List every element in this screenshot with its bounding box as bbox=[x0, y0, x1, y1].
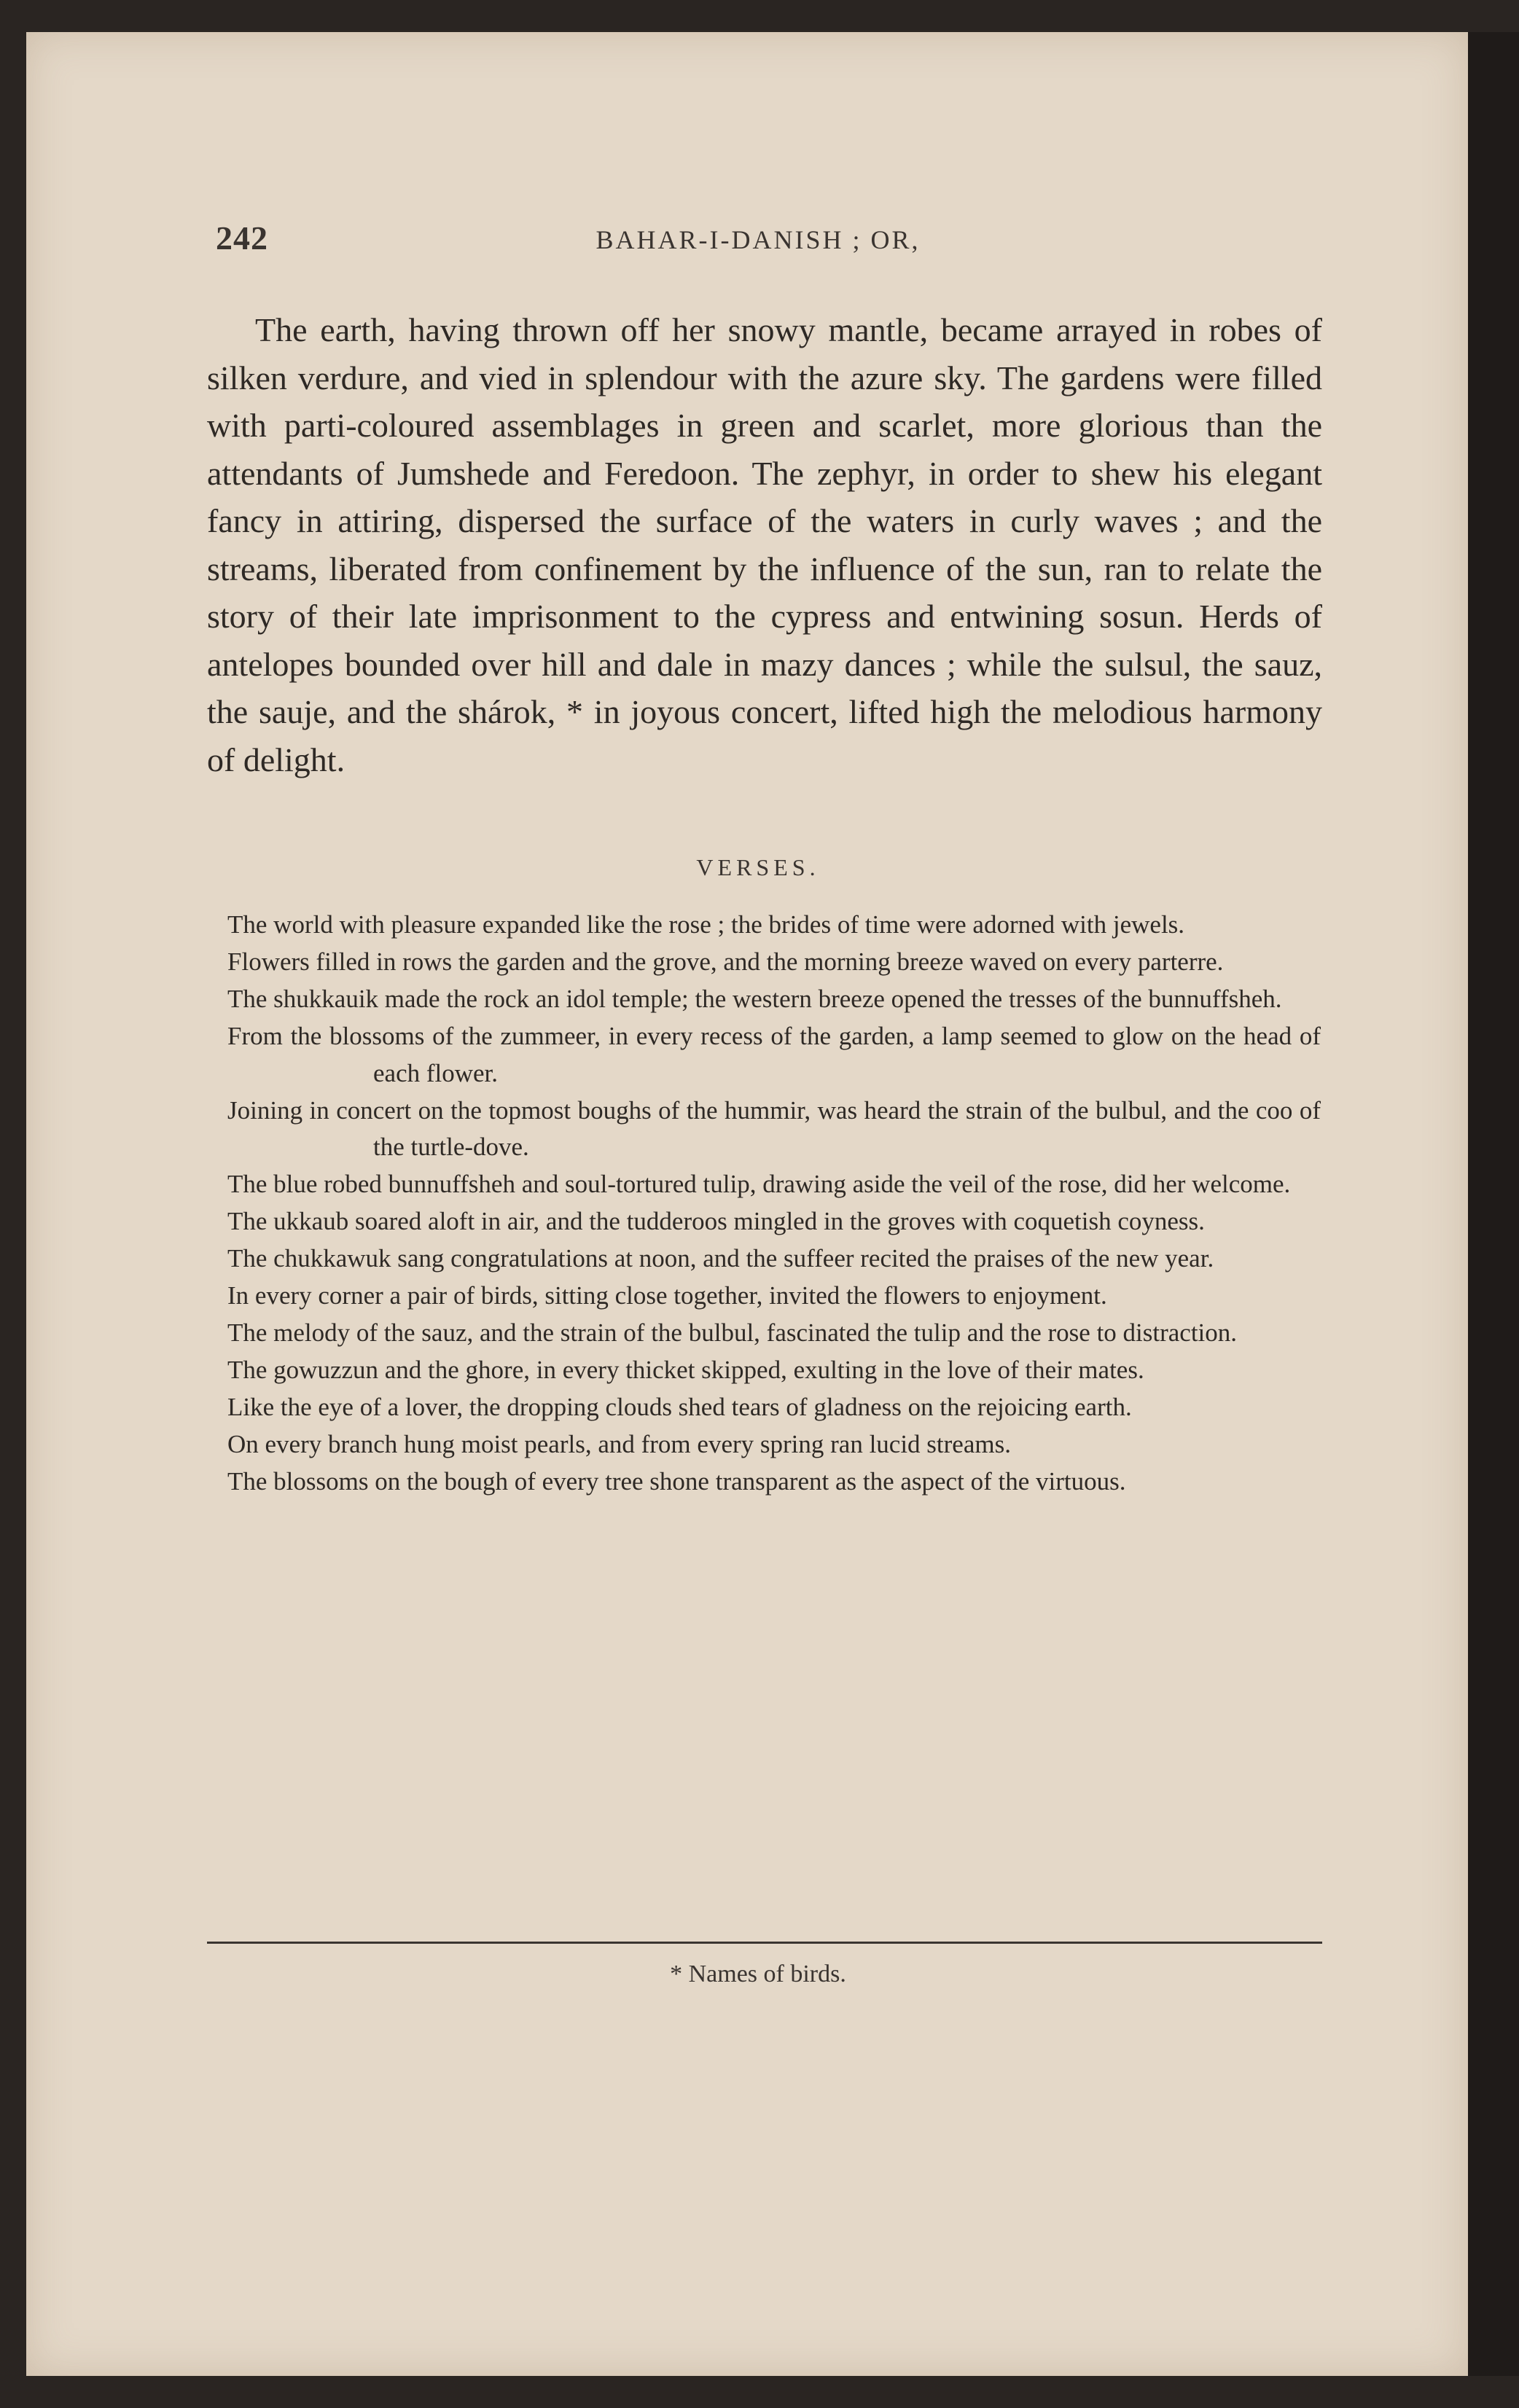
verse-line: The melody of the sauz, and the strain of the bulbul, fascinated the tulip and the rose to distraction. bbox=[227, 1318, 1238, 1347]
verses-heading: VERSES. bbox=[696, 854, 820, 880]
verse-line: The blue robed bunnuffsheh and soul-tortured tulip, drawing aside the veil of the rose, did her welcome. bbox=[227, 1170, 1291, 1198]
prose-paragraph: The earth, having thrown off her snowy mantle, became arrayed in robes of silken verdure, and vied in splendour with the azure sky. The gardens were filled with parti-coloured assemblages in green and scarlet, more glorious than the attendants of Jumshede and Feredoon. The zephyr, in order to shew his elegant fancy in attiring, dispersed the surface of the waters in curly waves ; and the streams, liberated from confinement by the influence of the sun, ran to relate the story of their late imprisonment to the cypress and entwining sosun. Herds of antelopes bounded over hill and dale in mazy dances ; while the sulsul, the sauz, the sauje, and the shárok, * in joyous concert, lifted high the melodious harmony of delight. bbox=[207, 311, 1322, 778]
verse-line: The gowuzzun and the ghore, in every thicket skipped, exulting in the love of their mates. bbox=[227, 1356, 1144, 1384]
footnote: * Names of birds. bbox=[670, 1961, 846, 1987]
page-edge-background bbox=[1468, 32, 1519, 2376]
verses-list bbox=[227, 907, 1321, 1501]
footnote-rule bbox=[207, 1942, 1322, 1944]
verse-line: The blossoms on the bough of every tree shone transparent as the aspect of the virtuous. bbox=[227, 1467, 1126, 1496]
verse-line: The shukkauik made the rock an idol temple; the western breeze opened the tresses of the bunnuffsheh. bbox=[227, 985, 1282, 1013]
verse-line: In every corner a pair of birds, sitting close together, invited the flowers to enjoyment. bbox=[227, 1281, 1107, 1310]
page-number: 242 bbox=[216, 219, 268, 257]
verse-line: Like the eye of a lover, the dropping clouds shed tears of gladness on the rejoicing earth. bbox=[227, 1393, 1132, 1421]
running-title: BAHAR-I-DANISH ; OR, bbox=[596, 225, 921, 254]
verse-line: Joining in concert on the topmost boughs of the hummir, was heard the strain of the bulbul, and the coo of the turtle-dove. bbox=[227, 1095, 1321, 1161]
verse-line: The chukkawuk sang congratulations at noon, and the suffeer recited the praises of the new year. bbox=[227, 1244, 1214, 1273]
page-header bbox=[190, 219, 1327, 270]
verse-line: The world with pleasure expanded like the rose ; the brides of time were adorned with jewels. bbox=[227, 910, 1185, 939]
verse-line: The ukkaub soared aloft in air, and the tudderoos mingled in the groves with coquetish coyness. bbox=[227, 1207, 1205, 1235]
verse-line: On every branch hung moist pearls, and from every spring ran lucid streams. bbox=[227, 1430, 1011, 1458]
verse-line: Flowers filled in rows the garden and the grove, and the morning breeze waved on every parterre. bbox=[227, 947, 1224, 976]
verse-line: From the blossoms of the zummeer, in every recess of the garden, a lamp seemed to glow on the head of each flower. bbox=[227, 1022, 1321, 1087]
